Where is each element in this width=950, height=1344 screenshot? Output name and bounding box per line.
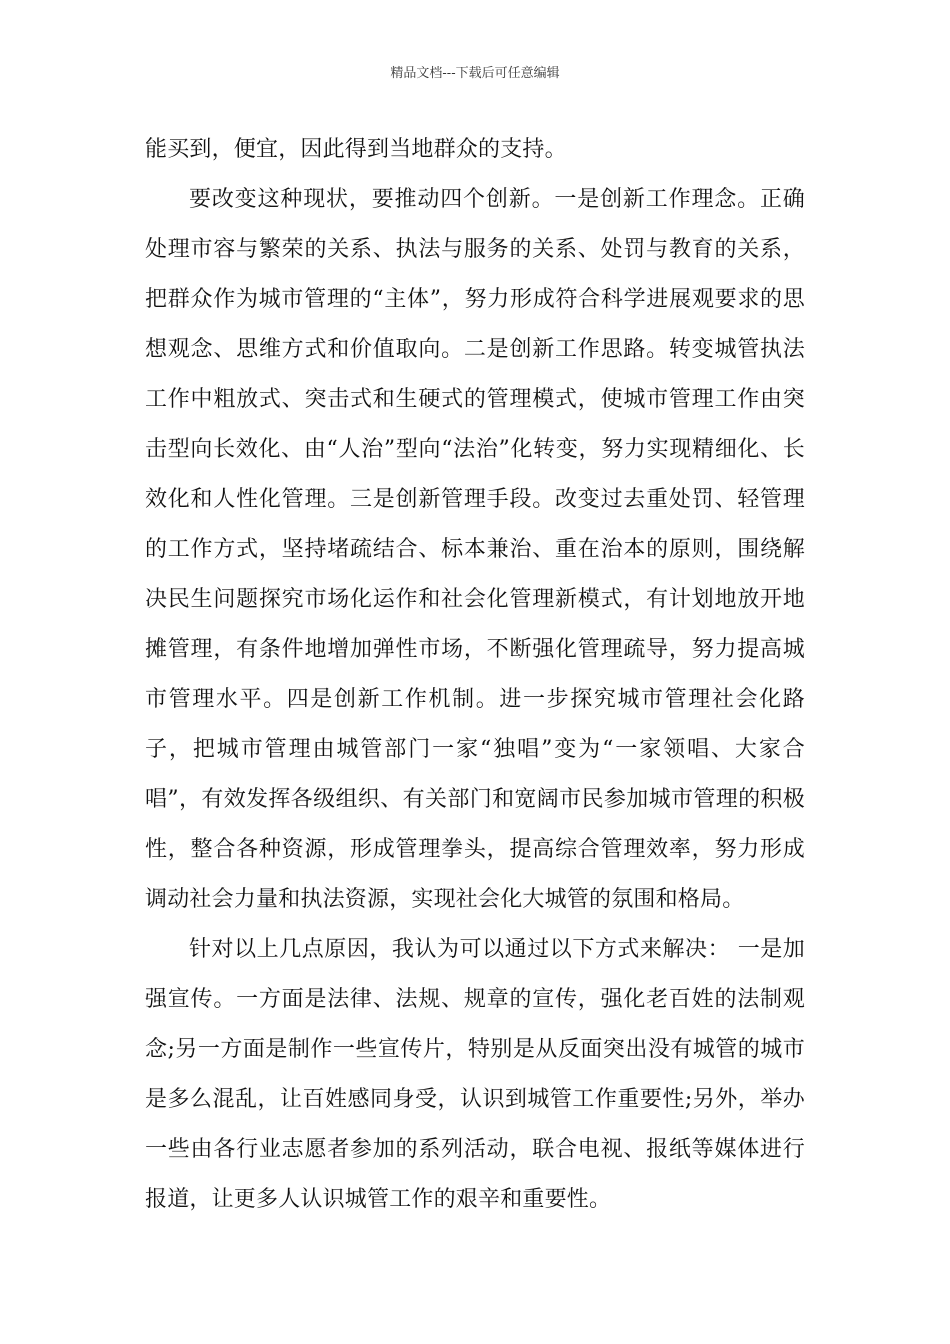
paragraph-solutions: 针对以上几点原因，我认为可以通过以下方式来解决： 一是加强宣传。一方面是法律、法规、规章的宣传，强化老百姓的法制观念;另一方面是制作一些宣传片，特别是从反面突出没有城管的城市是多么混乱，让百姓感同身受，认识到城管工作重要性;另外，举办一些由各行业志愿者参加的系列活动，联合电视、报纸等媒体进行报道，让更多人认识城管工作的艰辛和重要性。 (145, 937, 805, 1212)
document-body (145, 125, 805, 1225)
paragraph-continuation: 能买到，便宜，因此得到当地群众的支持。 (145, 137, 567, 162)
page-header: 精品文档---下载后可任意编辑 (390, 66, 560, 81)
paragraph-innovations: 要改变这种现状，要推动四个创新。一是创新工作理念。正确处理市容与繁荣的关系、执法与服务的关系、处罚与教育的关系，把群众作为城市管理的“主体”，努力形成符合科学进展观要求的思想观念、思维方式和价值取向。二是创新工作思路。转变城管执法工作中粗放式、突击式和生硬式的管理模式，使城市管理工作由突击型向长效化、由“人治”型向“法治”化转变，努力实现精细化、长效化和人性化管理。三是创新管理手段。改变过去重处罚、轻管理的工作方式，坚持堵疏结合、标本兼治、重在治本的原则，围绕解决民生问题探究市场化运作和社会化管理新模式，有计划地放开地摊管理，有条件地增加弹性市场，不断强化管理疏导，努力提高城市管理水平。四是创新工作机制。进一步探究城市管理社会化路子，把城市管理由城管部门一家“独唱”变为“一家领唱、大家合唱”，有效发挥各级组织、有关部门和宽阔市民参加城市管理的积极性，整合各种资源，形成管理拳头，提高综合管理效率，努力形成调动社会力量和执法资源，实现社会化大城管的氛围和格局。 (145, 187, 805, 912)
